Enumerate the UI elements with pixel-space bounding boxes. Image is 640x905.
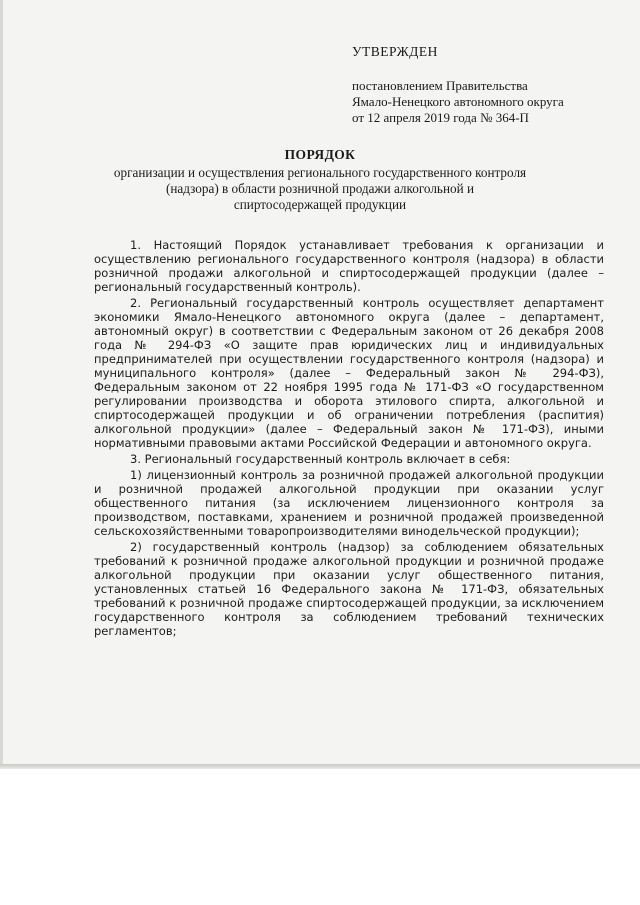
paragraph-2: 2. Региональный государственный контроль осуществляет департамент экономики Ямало-Ненецкого автономного округа (далее – департамент, автономный округ) в соответствии с Федеральным законом от 26 декабря 2008 года № 294-ФЗ «О защите прав юридических лиц и индивидуальных предпринимателей при осуществлении государственного контроля (надзора) и муниципального контроля» (далее – Федеральный закон № 294-ФЗ), Федеральным законом от 22 ноября 1995 года № 171-ФЗ «О государственном регулировании производства и оборота этилового спирта, алкогольной и спиртосодержащей продукции и об ограничении потребления (распития) алкогольной продукции» (далее – Федеральный закон № 171-ФЗ), иными нормативными правовыми актами Российской Федерации и автономного округа. — [94, 296, 604, 450]
paragraph-1: 1. Настоящий Порядок устанавливает требования к организации и осуществлению регионального государственного контроля (надзора) в области розничной продажи алкогольной и спиртосодержащей продукции (далее – региональный государственный контроль). — [94, 238, 604, 294]
document-title-block — [90, 147, 550, 213]
scan-left-edge — [0, 0, 3, 768]
approval-line-3: от 12 апреля 2019 года № 364-П — [352, 110, 529, 125]
approval-line-1: постановлением Правительства — [352, 78, 528, 93]
document-body — [94, 238, 604, 640]
paragraph-3: 3. Региональный государственный контроль включает в себя: — [130, 452, 511, 466]
document-title: ПОРЯДОК — [284, 147, 356, 162]
document-subtitle-line-2: (надзора) в области розничной продажи алкогольной и — [165, 181, 475, 196]
scan-bottom-edge — [0, 764, 640, 769]
document-subtitle-line-3: спиртосодержащей продукции — [233, 197, 407, 212]
approval-heading: УТВЕРЖДЕН — [352, 44, 438, 59]
approval-line-2: Ямало-Ненецкого автономного округа — [352, 94, 564, 109]
paragraph-3-item-1: 1) лицензионный контроль за розничной продажей алкогольной продукции и розничной продажей алкогольной продукции при оказании услуг общественного питания (за исключением лицензионного контроля за производством, поставками, хранением и розничной продажей произведенной сельскохозяйственными товаропроизводителями винодельческой продукции); — [94, 468, 604, 538]
approval-stamp-block — [352, 44, 622, 126]
paragraph-3-item-2: 2) государственный контроль (надзор) за соблюдением обязательных требований к розничной продаже алкогольной продукции и розничной продаже алкогольной продукции при оказании услуг общественного питания, установленных статьей 16 Федерального закона № 171-ФЗ, обязательных требований к розничной продаже спиртосодержащей продукции, за исключением государственного контроля за соблюдением требований технических регламентов; — [94, 540, 604, 638]
document-subtitle-line-1: организации и осуществления регионального государственного контроля — [113, 165, 527, 180]
